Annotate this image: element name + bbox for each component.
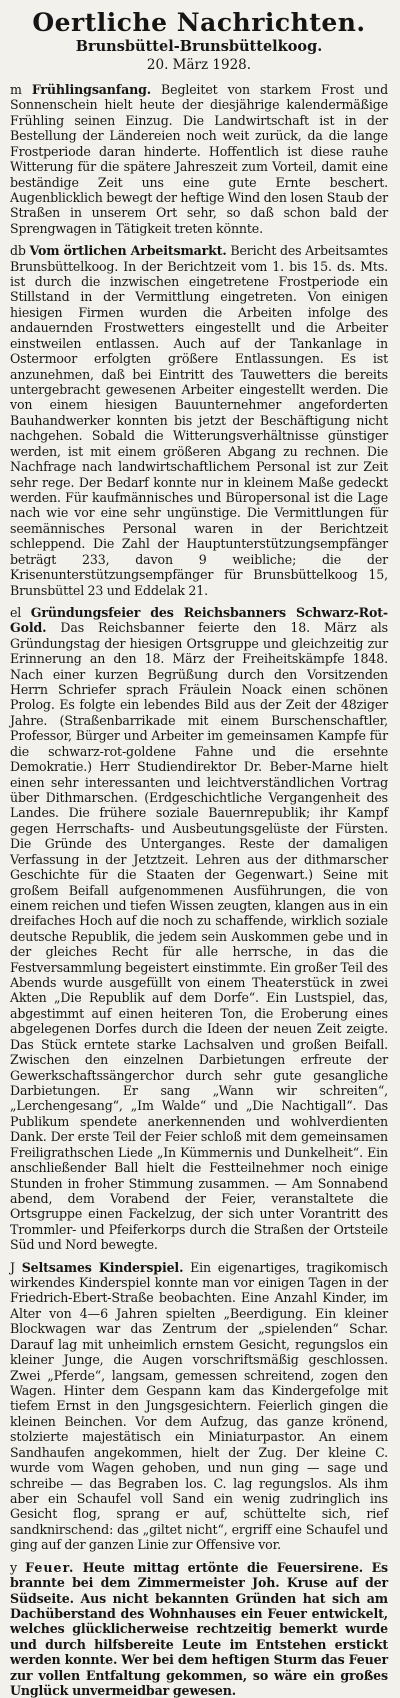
article-body: Begleitet von starkem Frost und Sonnenschein hielt heute der diesjährige kalendermäßige Frühling seinen Einzug. Die Landwirtschaft ist in der Bestellung der Ländereien noch weit zurück, da die lange Frostperiode daran hinderte. Hoffentlich ist diese rauhe Witterung für die spätere Jahreszeit zum Vorteil, damit eine beständige Zeit uns eine gute Ernte beschert. Augenblicklich bewegt der heftige Wind den losen Staub der Straßen in unserem Ort sehr, so daß schon bald der Sprengwagen in Tätigkeit treten könnte. — [10, 82, 388, 236]
article-body: Das Reichsbanner feierte den 18. März als Gründungstag der hiesigen Ortsgruppe und gleichzeitig zur Erinnerung an den 18. März der Freiheitskämpfe 1848. Nach einer kurzen Begrüßung durch den Vorsitzenden Herrn Schriefer sprach Fräulein Noack einen schönen Prolog. Es folgte ein lebendes Bild aus der Zeit der 48ziger Jahre. (Straßenbarrikade mit einem Burschenschaftler, Professor, Bürger und Arbeiter im gemeinsamen Kampfe für die schwarz-rot-goldene Fahne und die ersehnte Demokratie.) Herr Studiendirektor Dr. Beber-Marne hielt einen sehr interessanten und leichtverständlichen Vortrag über Dithmarschen. (Erdgeschichtliche Vergangenheit des Landes. Die frühere soziale Bauernrepublik; ihr Kampf gegen Herrschafts- und Ausbeutungsgelüste der Fürsten. Die Gründe des Unterganges. Reste der damaligen Verfassung in der Jetztzeit. Lehren aus der dithmarscher Geschichte für die Staaten der Gegenwart.) Seine mit großem Beifall aufgenommenen Ausführungen, die von einem reichen und tiefen Wissen zeugten, klangen aus in ein dreifaches Hoch auf die noch zu schaffende, wirklich soziale deutsche Republik, die jedem sein Auskommen gebe und in der gleiches Recht für alle herrsche, in das die Festversammlung begeistert einstimmte. Ein großer Teil des Abends wurde ausgefüllt von einem Theaterstück in zwei Akten „Die Republik auf dem Dorfe“. Ein Lustspiel, das, abgestimmt auf einen heiteren Ton, die Eroberung eines abgelegenen Dorfes durch die Ideen der neuen Zeit zeigte. Das Stück erntete starke Lachsalven und großen Beifall. Zwischen den einzelnen Darbietungen erfreute der Gewerkschaftssängerchor durch sehr gute gesangliche Darbietungen. Er sang „Wann wir schreiten“, „Lerchengesang“, „Im Walde“ und „Die Nachtigall“. Das Publikum spendete anerkennenden und wohlverdienten Dank. Der erste Teil der Feier schloß mit dem gemeinsamen Freiligrathschen Liede „In Kümmernis und Dunkelheit“. Ein anschließender Ball hielt die Festteilnehmer noch einige Stunden in froher Stimmung zusammen. — Am Sonnabend abend, dem Vorabend der Feier, veranstaltete die Ortsgruppe einen Fackelzug, der sich unter Vorantritt des Trommler- und Pfeiferkorps durch die Straßen der Ortsteile Süd und Nord bewegte. — [10, 620, 388, 1253]
article-reichsbanner — [10, 605, 388, 1253]
locality-subtitle: Brunsbüttel-Brunsbüttelkoog. — [75, 38, 323, 55]
article-heading: Vom örtlichen Arbeitsmarkt. — [29, 243, 227, 259]
author-marker: J — [10, 1259, 15, 1275]
author-marker: y — [10, 1559, 17, 1575]
section-title: Oertliche Nachrichten. — [32, 8, 366, 37]
author-marker: m — [10, 82, 22, 97]
author-marker: el — [10, 604, 22, 620]
dateline: 20. März 1928. — [146, 57, 252, 73]
article-fruehlingsanfang — [10, 82, 388, 236]
article-feuer — [10, 1560, 388, 1698]
article-heading: Seltsames Kinderspiel. — [21, 1259, 184, 1275]
article-heading: Frühlingsanfang. — [31, 82, 151, 97]
author-marker: db — [10, 243, 26, 259]
article-heading: Gründungsfeier des Reichsbanners Schwarz-Rot-Gold. — [10, 604, 388, 636]
article-body: Bericht des Arbeitsamtes Brunsbüttelkoog. In der Berichtzeit vom 1. bis 15. ds. Mts. ist durch die inzwischen eingetretene Frostperiode ein Stillstand in der Vermittlung eingetreten. Von einigen hiesigen Firmen wurden die Arbeiten infolge des andauernden Frostwetters eingestellt und die Arbeiter einstweilen entlassen. Auch auf der Tankanlage in Ostermoor erfolgten größere Entlassungen. Es ist anzunehmen, daß bei Eintritt des Tauwetters die bereits untergebracht gewesenen Arbeiter eingestellt werden. Die von einem hiesigen Bauunternehmer angeforderten Bauhandwerker konnten bis jetzt der Beschäftigung nicht nachgehen. Sobald die Witterungsverhältnisse günstiger werden, ist mit einem größeren Abgang zu rechnen. Die Nachfrage nach landwirtschaftlichem Personal ist zur Zeit sehr rege. Der Bedarf konnte nur in kleinem Maße gedeckt werden. Für kaufmännisches und Büropersonal ist die Lage nach wie vor eine sehr ungünstige. Die Vermittlungen für seemännisches Personal waren in der Berichtzeit schleppend. Die Zahl der Hauptunterstützungsempfänger beträgt 233, davon 9 weibliche; die der Krisenunterstützungsempfänger für Brunsbüttelkoog 15, Brunsbüttel 23 und Eddelak 21. — [10, 243, 388, 598]
masthead — [10, 8, 388, 74]
article-body: Heute mittag ertönte die Feuersirene. Es brannte bei dem Zimmermeister Joh. Kruse auf der Südseite. Aus nicht bekannten Gründen hat sich am Dachüberstand des Wohnhauses ein Feuer entwickelt, welches glücklicherweise rechtzeitig bemerkt wurde und durch hilfsbereite Leute im Entstehen erstickt werden konnte. Wer bei dem heftigen Sturm das Feuer zur vollen Entfaltung gekommen, so wäre ein großes Unglück unvermeidbar gewesen. — [10, 1559, 388, 1698]
article-kinderspiel — [10, 1260, 388, 1553]
article-heading: Feuer. — [25, 1559, 75, 1575]
article-arbeitsmarkt — [10, 243, 388, 598]
article-body: Ein eigenartiges, tragikomisch wirkendes Kinderspiel konnte man vor einigen Tagen in der Friedrich-Ebert-Straße beobachten. Eine Anzahl Kinder, im Alter von 4—6 Jahren spielten „Beerdigung. Ein kleiner Blockwagen war das Zentrum der „spielenden“ Schar. Darauf lag mit unheimlich ernstem Gesicht, regungslos ein kleiner Junge, die Augen vorschriftsmäßig geschlossen. Zwei „Pferde“, langsam, gemessen schreitend, zogen den Wagen. Hinter dem Gespann kam das Kindergefolge mit tiefem Ernst in den Jungsgesichtern. Feierlich gingen die kleinen Beinchen. Vor dem Aufzug, das ganze krönend, stolzierte majestätisch ein Miniaturpastor. An einem Sandhaufen angekommen, hielt der Zug. Der kleine C. wurde vom Wagen gehoben, und nun ging — sage und schreibe — das Begraben los. C. lag regungslos. Als ihm aber ein Schaufel voll Sand ein wenig zudringlich ins Gesicht flog, sprang er auf, schüttelte sich, rief sandknirschend: das „giltet nicht“, ergriff eine Schaufel und ging auf der ganzen Linie zur Offensive vor. — [10, 1259, 388, 1553]
